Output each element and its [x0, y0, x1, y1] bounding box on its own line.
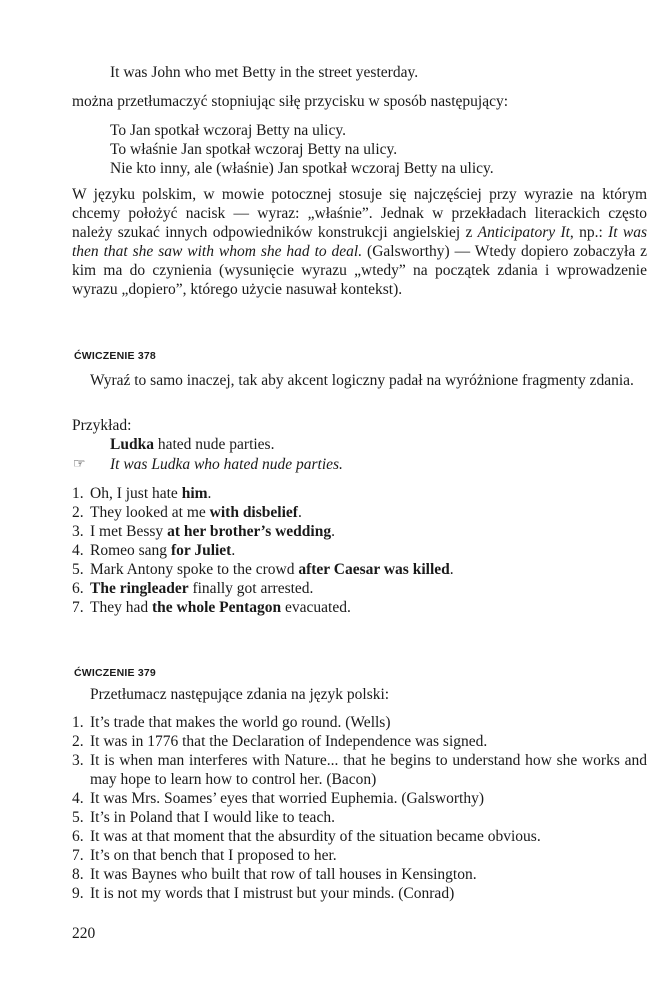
item-text-bold: after Caesar was killed [298, 561, 450, 578]
item-text-post: . [207, 485, 212, 502]
item-number: 9. [72, 885, 84, 902]
exercise-379-item [72, 789, 647, 808]
item-text-post: . [331, 523, 335, 540]
translation-3: Nie kto inny, ale (właśnie) Jan spotkał wczoraj Betty na ulicy. [110, 160, 494, 177]
item-text-pre: They looked at me [90, 504, 210, 521]
item-text-bold: him [181, 485, 208, 502]
translation-1: To Jan spotkał wczoraj Betty na ulicy. [110, 122, 346, 139]
para-italic-2: It was then that she saw with whom she had to deal. [72, 224, 647, 260]
exercise-379-item [72, 846, 647, 865]
item-text-post: . [297, 504, 302, 521]
example-rest: hated nude parties. [153, 436, 275, 453]
exercise-379-item [72, 713, 647, 732]
item-text: It is not my words that I mistrust but your minds. (Conrad) [90, 885, 455, 902]
exercise-379-item [72, 808, 647, 827]
item-text-bold: with disbelief [209, 504, 298, 521]
exercise-378-item [72, 522, 647, 541]
item-text: It’s on that bench that I proposed to her. [90, 847, 337, 864]
item-text-pre: I met Bessy [90, 523, 168, 540]
item-text-pre: Romeo sang [90, 542, 171, 559]
example-label: Przykład: [72, 417, 132, 434]
pointing-hand-icon: ☞ [73, 457, 86, 472]
item-text: It was Mrs. Soames’ eyes that worried Euphemia. (Galsworthy) [90, 790, 485, 807]
translation-list [72, 121, 665, 178]
item-number: 4. [72, 542, 84, 559]
item-text-post: evacuated. [281, 599, 351, 616]
item-text: It’s trade that makes the world go round. (Wells) [90, 714, 391, 731]
item-number: 3. [72, 752, 84, 769]
item-text-pre: Mark Antony spoke to the crowd [90, 561, 299, 578]
item-text-bold: at her brother’s wedding [167, 523, 332, 540]
item-number: 6. [72, 828, 84, 845]
item-number: 8. [72, 866, 84, 883]
intro-paragraph [72, 185, 647, 299]
page-number: 220 [72, 925, 96, 942]
item-number: 6. [72, 580, 84, 597]
exercise-378-item [72, 598, 647, 617]
item-number: 5. [72, 809, 84, 826]
item-text: It’s in Poland that I would like to teach. [90, 809, 335, 826]
item-number: 3. [72, 523, 84, 540]
exercise-379-heading: ĆWICZENIE 379 [74, 667, 156, 679]
intro-lead: można przetłumaczyć stopniując siłę przycisku w sposób następujący: [72, 93, 509, 110]
item-number: 5. [72, 561, 84, 578]
exercise-379-list [72, 713, 647, 903]
item-text: It was at that moment that the absurdity of the situation became obvious. [90, 828, 541, 845]
item-text: It is when man interferes with Nature... that he begins to understand how she works and may hope to learn how to control her. (Bacon) [90, 752, 647, 788]
item-number: 7. [72, 847, 84, 864]
item-text-bold: The ringleader [90, 580, 189, 597]
exercise-379-instruction: Przetłumacz następujące zdania na język polski: [90, 686, 390, 703]
item-number: 2. [72, 733, 84, 750]
example-answer: It was Ludka who hated nude parties. [110, 456, 343, 473]
exercise-378-item [72, 579, 647, 598]
exercise-378-item [72, 503, 647, 522]
translation-2: To właśnie Jan spotkał wczoraj Betty na ulicy. [110, 141, 398, 158]
item-text-bold: the whole Pentagon [151, 599, 282, 616]
exercise-379-item [72, 865, 647, 884]
item-text-post: finally got arrested. [188, 580, 314, 597]
example-bold: Ludka [110, 436, 154, 453]
item-text: It was Baynes who built that row of tall houses in Kensington. [90, 866, 477, 883]
para-text-3: (Galsworthy) — Wtedy dopiero zobaczyła z kim ma do czynienia (wysunięcie wyrazu „wtedy” na początek zdania i wprowadzenie wyrazu „dopiero”, którego użycie nasuwał kontekst). [72, 243, 648, 298]
exercise-378-instruction: Wyraź to samo inaczej, tak aby akcent logiczny padał na wyróżnione fragmenty zdania. [90, 372, 634, 389]
item-text-pre: They had [90, 599, 152, 616]
item-number: 1. [72, 485, 84, 502]
exercise-379-item [72, 732, 647, 751]
exercise-378-list [72, 484, 647, 617]
para-italic-1: Anticipatory It [477, 224, 570, 241]
example-sentence-en: It was John who met Betty in the street yesterday. [110, 64, 419, 81]
item-number: 4. [72, 790, 84, 807]
example-sentence [72, 435, 665, 454]
exercise-379-item [72, 751, 647, 789]
item-number: 2. [72, 504, 84, 521]
exercise-379-item [72, 827, 647, 846]
exercise-378-item [72, 560, 647, 579]
item-text-post: . [231, 542, 236, 559]
exercise-378-item [72, 484, 647, 503]
item-text-pre: Oh, I just hate [90, 485, 182, 502]
exercise-378-heading: ĆWICZENIE 378 [74, 350, 156, 362]
item-text-post: . [449, 561, 454, 578]
item-number: 7. [72, 599, 84, 616]
para-text-1: W języku polskim, w mowie potocznej stosuje się najczęściej przy wyrazie na którym chcemy położyć nacisk — wyraz: „właśnie”. Jednak w przekładach literackich często należy szukać innych odpowiedników konstrukcji angielskiej z [72, 186, 647, 241]
exercise-379-item [72, 884, 647, 903]
para-text-2: , np.: [569, 224, 609, 241]
item-text: It was in 1776 that the Declaration of Independence was signed. [90, 733, 488, 750]
exercise-378-item [72, 541, 647, 560]
item-text-bold: for Juliet [170, 542, 232, 559]
item-number: 1. [72, 714, 84, 731]
